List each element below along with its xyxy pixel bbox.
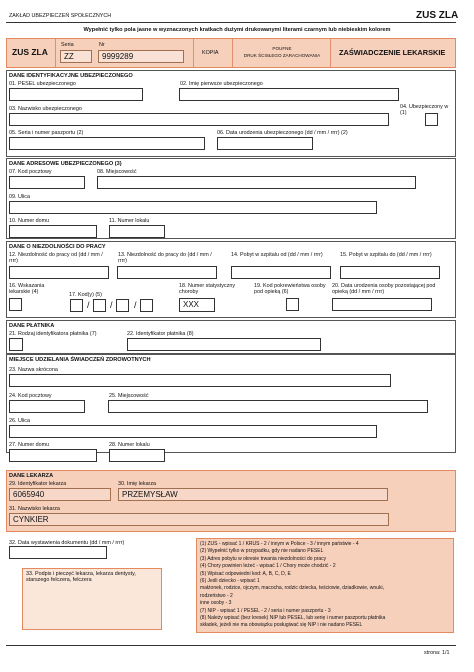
label-place-apartment-no: 28. Numer lokalu <box>109 442 150 448</box>
label-disability-from: 12. Niezdolność do pracy od (dd / mm / rrrr) <box>9 252 103 265</box>
place-street-field[interactable] <box>9 425 377 438</box>
nr-label: Nr <box>99 42 105 48</box>
code-separator-1: / <box>87 300 90 310</box>
label-house-no: 10. Numer domu <box>9 218 50 224</box>
code-box-4[interactable] <box>140 299 153 312</box>
page-number: strona: 1/1 <box>424 650 450 656</box>
disability-to-field[interactable] <box>117 266 217 279</box>
disease-number-value: XXX <box>183 300 200 309</box>
city-field[interactable] <box>97 176 416 189</box>
place-city-field[interactable] <box>108 400 428 413</box>
seria-value: ZZ <box>64 52 74 61</box>
label-doctor-surname: 31. Nazwisko lekarza <box>9 506 60 512</box>
street-field[interactable] <box>9 201 377 214</box>
note-line: (4) Chory powinien leżeć - wpisać 1 / Chory może chodzić - 2 <box>200 563 336 570</box>
label-payer-id-type: 21. Rodzaj identyfikatora płatnika (7) <box>9 331 97 337</box>
place-name-field[interactable] <box>9 374 391 387</box>
section-title-care-place: MIEJSCE UDZIELANIA ŚWIADCZEŃ ZDROWOTNYCH <box>9 357 151 363</box>
footer-rule <box>6 645 456 646</box>
instruction: Wypełnić tylko pola jasne w wyznaczonych kratkach dużymi drukowanymi literami czarnym lub niebieskim kolorem <box>83 27 391 33</box>
nr-field[interactable] <box>98 50 184 63</box>
place-apartment-no-field[interactable] <box>109 449 165 462</box>
surname-field[interactable] <box>9 113 389 126</box>
seria-field[interactable] <box>60 50 92 63</box>
payer-id-field[interactable] <box>127 338 321 351</box>
label-street: 09. Ulica <box>9 194 30 200</box>
label-payer-id: 22. Identyfikator płatnika (8) <box>127 331 194 337</box>
note-line: (2) Wypełnić tylko w przypadku, gdy nie nadano PESEL <box>200 548 324 555</box>
section-title-doctor: DANE LEKARZA <box>9 473 54 479</box>
note-line: (1) ZUS - wpisać 1 / KRUS - 2 / innym w Polsce - 3 / innym państwie - 4 <box>200 541 359 547</box>
footnotes-box <box>196 538 454 633</box>
label-medical-indication: 16. Wskazania lekarskie (4) <box>9 283 45 296</box>
section-title-identification: DANE IDENTYFIKACYJNE UBEZPIECZONEGO <box>9 73 133 79</box>
doctor-id-value: 6065940 <box>13 490 45 499</box>
form-title: ZAŚWIADCZENIE LEKARSKIE <box>339 48 446 57</box>
label-insured-in: 04. Ubezpieczony w (1) <box>400 104 449 117</box>
label-city: 08. Miejscowość <box>97 169 137 175</box>
label-dependent-birth-date: 20. Data urodzenia osoby pozostającej pod opieką (dd / mm / rrrr) <box>332 283 436 296</box>
label-place-postal-code: 24. Kod pocztowy <box>9 393 52 399</box>
label-hospital-to: 15. Pobyt w szpitalu do (dd / mm / rrrr) <box>340 252 432 258</box>
doctor-id-field[interactable] <box>9 488 111 501</box>
bar-form-code: ZUS ZLA <box>12 47 48 57</box>
seria-label: Seria <box>61 42 74 48</box>
disability-from-field[interactable] <box>9 266 109 279</box>
label-passport: 05. Seria i numer paszportu (2) <box>9 130 84 136</box>
label-pesel: 01. PESEL ubezpieczonego <box>9 81 76 87</box>
label-place-street: 26. Ulica <box>9 418 30 424</box>
house-no-field[interactable] <box>9 225 97 238</box>
hospital-to-field[interactable] <box>340 266 440 279</box>
note-line: małżonek, rodzice, ojczym, macocha, rodzic dziecka, teściowie, dziadkowie, wnuki, <box>200 585 384 592</box>
note-line: inne osoby - 3 <box>200 600 232 607</box>
medical-indication-field[interactable] <box>9 298 22 311</box>
issue-date-field[interactable] <box>9 546 107 559</box>
code-box-2[interactable] <box>93 299 106 312</box>
header-rule <box>6 22 456 23</box>
place-postal-code-field[interactable] <box>9 400 85 413</box>
label-doctor-first-name: 30. Imię lekarza <box>118 481 157 487</box>
postal-code-field[interactable] <box>9 176 85 189</box>
label-kinship-code: 19. Kod pokrewieństwa osoby pod opieką (6) <box>254 283 326 296</box>
doctor-first-name-value: PRZEMYSŁAW <box>122 490 178 499</box>
kinship-code-field[interactable] <box>286 298 299 311</box>
dependent-birth-date-field[interactable] <box>332 298 432 311</box>
label-disability-to: 13. Niezdolność do pracy do (dd / mm / rrrr) <box>118 252 212 265</box>
note-line: rodzeństwo - 2 <box>200 592 233 599</box>
label-birth-date: 06. Data urodzenia ubezpieczonego (dd / mm / rrrr) (2) <box>217 130 348 136</box>
form-code: ZUS ZLA <box>416 10 459 21</box>
kopia-label: KOPIA <box>202 50 219 56</box>
section-title-disability: DANE O NIEZDOLNOŚCI DO PRACY <box>9 244 106 250</box>
label-hospital-from: 14. Pobyt w szpitalu od (dd / mm / rrrr) <box>231 252 323 258</box>
code-box-1[interactable] <box>70 299 83 312</box>
label-doctor-id: 29. Identyfikator lekarza <box>9 481 67 487</box>
label-postal-code: 07. Kod pocztowy <box>9 169 52 175</box>
doctor-surname-field[interactable] <box>9 513 389 526</box>
org-name: ZAKŁAD UBEZPIECZEŃ SPOŁECZNYCH <box>9 13 112 19</box>
note-line: (7) NIP - wpisać 1 / PESEL - 2 / seria i numer paszportu - 3 <box>200 607 331 614</box>
doctor-first-name-field[interactable] <box>118 488 388 501</box>
nr-value: 9999289 <box>102 52 134 61</box>
label-surname: 03. Nazwisko ubezpieczonego <box>9 106 82 112</box>
birth-date-field[interactable] <box>217 137 313 150</box>
note-line: (3) Adres pobytu w okresie trwania niezdolności do pracy <box>200 555 327 562</box>
note-line: składek, jeżeli nie ma obowiązku posługiwać się NIP i nie nadano PESEL <box>200 622 363 629</box>
label-place-house-no: 27. Numer domu <box>9 442 50 448</box>
disease-number-field[interactable] <box>179 298 215 312</box>
label-disease-number: 18. Numer statystyczny choroby <box>179 283 236 296</box>
note-line: (5) Wpisać odpowiedni kod: A, B, C, D, E <box>200 570 291 577</box>
label-codes: 17. Kod(y) (5) <box>69 292 102 298</box>
section-title-address: DANE ADRESOWE UBEZPIECZONEGO (3) <box>9 161 122 167</box>
doctor-surname-value: CYNKIER <box>13 515 49 524</box>
form-header-bar <box>6 38 456 68</box>
label-signature: 33. Podpis i pieczęć lekarza, lekarza dentysty, starszego felczera, felczera <box>26 571 136 584</box>
place-house-no-field[interactable] <box>9 449 97 462</box>
code-separator-3: / <box>134 300 137 310</box>
label-place-name: 23. Nazwa skrócona <box>9 367 58 373</box>
note-line: (6) Jeśli dziecko - wpisać 1 <box>200 578 260 585</box>
poufne-label: POUFNE <box>272 46 292 51</box>
label-issue-date: 32. Data wystawienia dokumentu (dd / mm / rrrr) <box>9 540 125 546</box>
first-name-field[interactable] <box>179 88 399 101</box>
druk-label: DRUK ŚCISŁEGO ZARACHOWANIA <box>243 53 321 58</box>
signature-box[interactable] <box>22 568 162 630</box>
passport-field[interactable] <box>9 137 205 150</box>
apartment-no-field[interactable] <box>109 225 165 238</box>
insured-in-field[interactable] <box>425 113 438 126</box>
note-line: (8) Należy wpisać (bez kresek) NIP lub PESEL, lub serię i numer paszportu płatnika <box>200 615 386 622</box>
pesel-field[interactable] <box>9 88 143 101</box>
label-apartment-no: 11. Numer lokalu <box>109 218 150 224</box>
label-place-city: 25. Miejscowość <box>109 393 149 399</box>
section-title-payer: DANE PŁATNIKA <box>9 323 55 329</box>
hospital-from-field[interactable] <box>231 266 331 279</box>
code-box-3[interactable] <box>116 299 129 312</box>
label-first-name: 02. Imię pierwsze ubezpieczonego <box>180 81 263 87</box>
payer-id-type-field[interactable] <box>9 338 23 351</box>
code-separator-2: / <box>110 300 113 310</box>
